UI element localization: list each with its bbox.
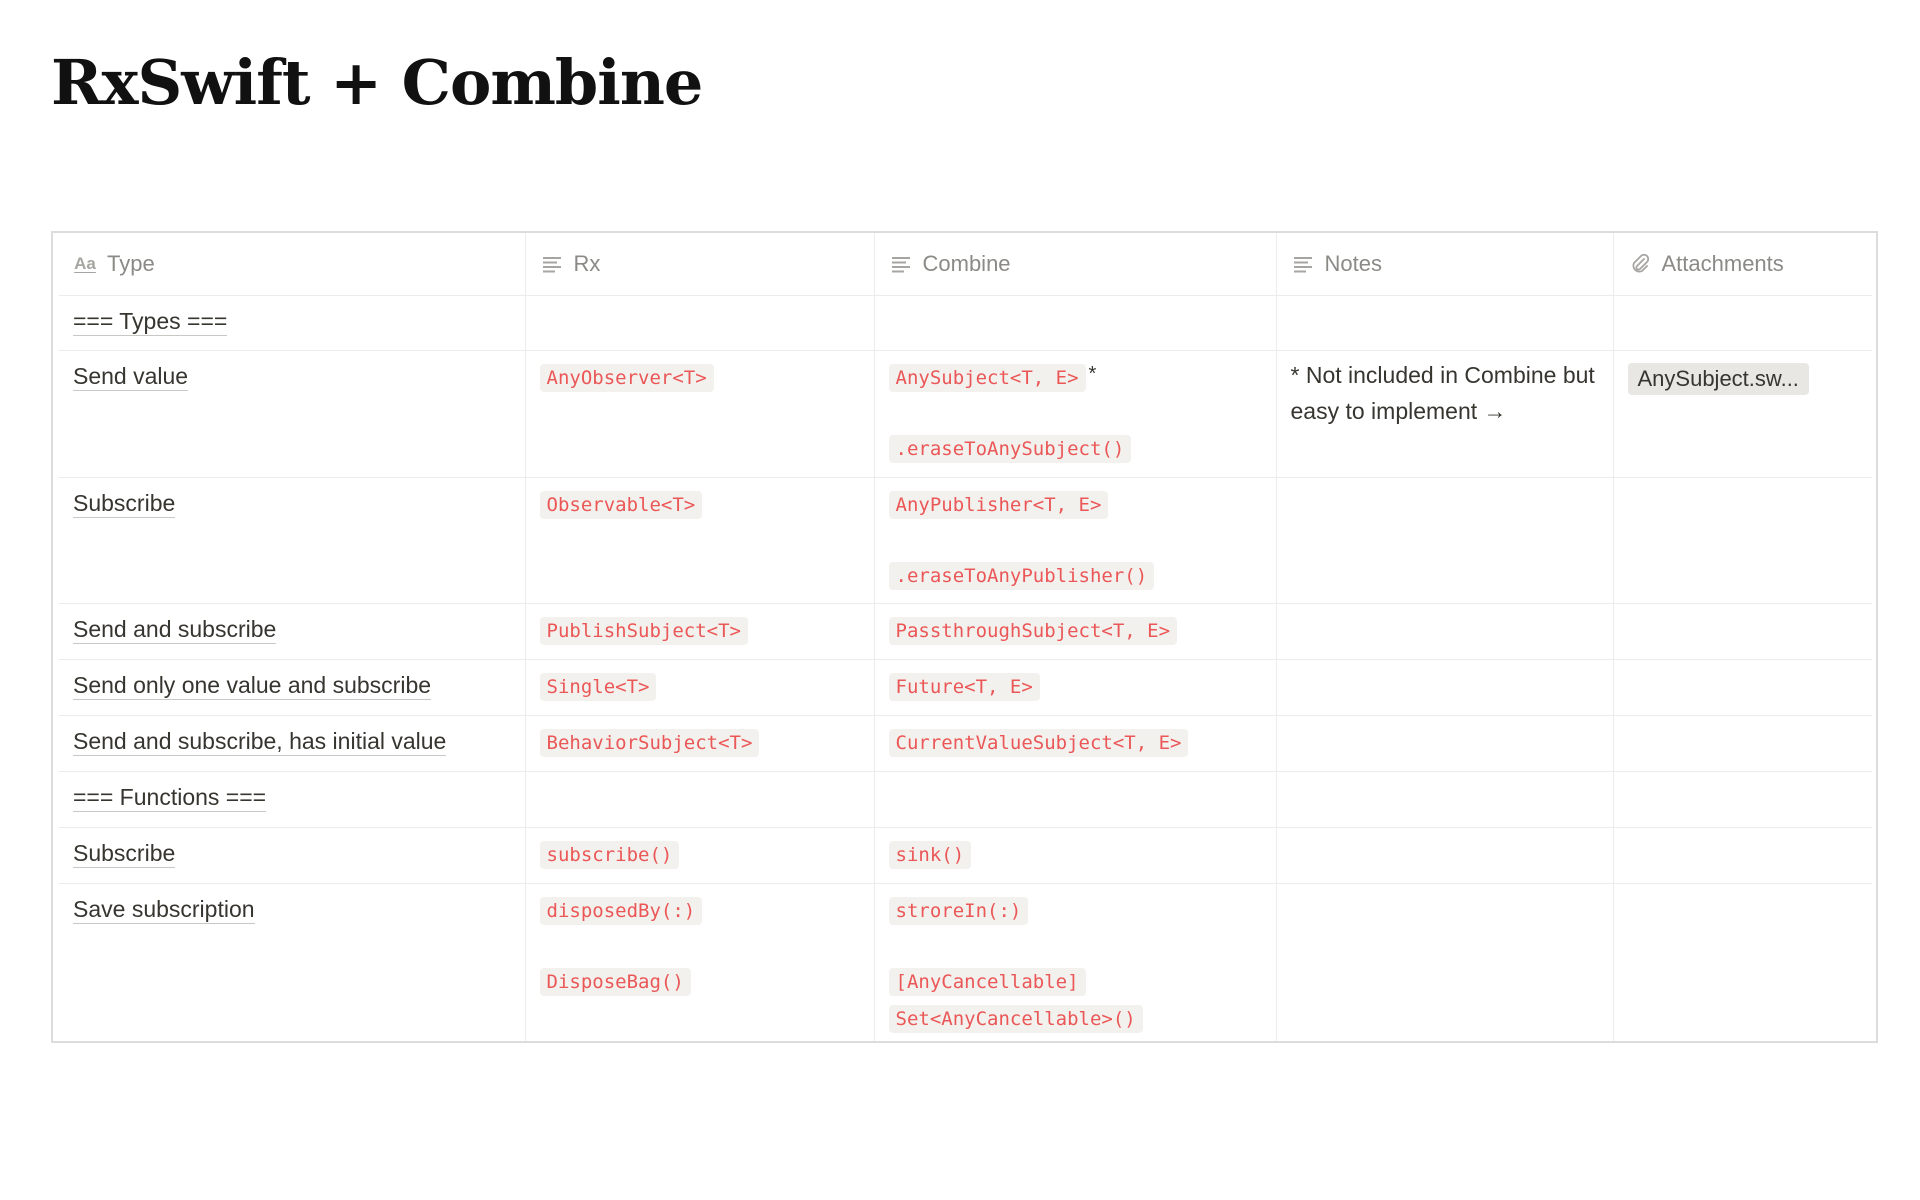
text-property-icon [540, 252, 564, 276]
code-snippet: Set<AnyCancellable>() [889, 1005, 1143, 1033]
code-snippet: sink() [889, 841, 972, 869]
cell-type[interactable] [59, 771, 525, 827]
row-title[interactable]: Send and subscribe [73, 615, 277, 642]
cell-rx[interactable] [525, 827, 874, 883]
code-snippet: Single<T> [540, 673, 657, 701]
cell-attachments[interactable] [1613, 659, 1872, 715]
code-snippet: BehaviorSubject<T> [540, 729, 760, 757]
code-snippet: AnySubject<T, E> [889, 364, 1086, 392]
row-title[interactable]: Subscribe [73, 489, 176, 516]
cell-rx[interactable] [525, 883, 874, 1043]
code-snippet: PublishSubject<T> [540, 617, 748, 645]
cell-attachments[interactable] [1613, 883, 1872, 1043]
cell-type[interactable] [59, 659, 525, 715]
code-snippet: .eraseToAnyPublisher() [889, 562, 1155, 590]
table-header-row [59, 233, 1872, 295]
text-property-icon [1291, 252, 1315, 276]
cell-rx[interactable] [525, 295, 874, 350]
column-header-label: Type [107, 250, 155, 276]
cell-combine[interactable] [874, 295, 1276, 350]
column-header-label: Attachments [1661, 250, 1784, 276]
cell-attachments[interactable] [1613, 771, 1872, 827]
code-snippet: CurrentValueSubject<T, E> [889, 729, 1189, 757]
column-header-label: Notes [1324, 250, 1382, 276]
table-row[interactable] [59, 295, 1872, 350]
code-snippet: [AnyCancellable] [889, 968, 1086, 996]
table-row[interactable] [59, 771, 1872, 827]
cell-type[interactable] [59, 883, 525, 1043]
column-header-attachments[interactable] [1613, 233, 1872, 295]
cell-attachments[interactable] [1613, 603, 1872, 659]
column-header-combine[interactable] [874, 233, 1276, 295]
cell-attachments[interactable] [1613, 295, 1872, 350]
column-header-rx[interactable] [525, 233, 874, 295]
table-row[interactable] [59, 659, 1872, 715]
code-snippet: subscribe() [540, 841, 680, 869]
cell-rx[interactable] [525, 715, 874, 771]
cell-attachments[interactable] [1613, 715, 1872, 771]
cell-type[interactable] [59, 350, 525, 477]
cell-type[interactable] [59, 827, 525, 883]
row-title[interactable]: Send value [73, 362, 189, 389]
cell-notes[interactable] [1276, 603, 1613, 659]
cell-attachments[interactable] [1613, 350, 1872, 477]
notes-text: * Not included in Combine but easy to implement → [1290, 361, 1595, 424]
row-title[interactable]: === Types === [73, 307, 228, 334]
code-snippet: stroreIn(:) [889, 897, 1029, 925]
database-table [51, 231, 1878, 1043]
cell-combine[interactable] [874, 771, 1276, 827]
cell-combine[interactable] [874, 603, 1276, 659]
table-row[interactable] [59, 883, 1872, 1043]
code-snippet: disposedBy(:) [540, 897, 703, 925]
table-row[interactable] [59, 715, 1872, 771]
code-snippet: Observable<T> [540, 491, 703, 519]
paperclip-icon [1628, 252, 1652, 276]
cell-notes[interactable] [1276, 715, 1613, 771]
footnote-marker: * [1088, 362, 1097, 385]
row-title[interactable]: Subscribe [73, 839, 176, 866]
page-title: RxSwift + Combine [51, 46, 703, 119]
code-snippet: AnyPublisher<T, E> [889, 491, 1109, 519]
cell-notes[interactable] [1276, 883, 1613, 1043]
cell-type[interactable] [59, 295, 525, 350]
code-snippet: AnyObserver<T> [540, 364, 714, 392]
code-snippet: .eraseToAnySubject() [889, 435, 1132, 463]
row-title[interactable]: === Functions === [73, 783, 267, 810]
row-title[interactable]: Send and subscribe, has initial value [73, 727, 447, 754]
cell-attachments[interactable] [1613, 477, 1872, 603]
column-header-label: Combine [922, 250, 1011, 276]
cell-rx[interactable] [525, 477, 874, 603]
cell-rx[interactable] [525, 603, 874, 659]
cell-notes[interactable] [1276, 477, 1613, 603]
table-row[interactable] [59, 477, 1872, 603]
cell-notes[interactable] [1276, 350, 1613, 477]
cell-combine[interactable] [874, 350, 1276, 477]
cell-notes[interactable] [1276, 295, 1613, 350]
cell-rx[interactable] [525, 350, 874, 477]
cell-notes[interactable] [1276, 771, 1613, 827]
text-property-icon [889, 252, 913, 276]
cell-combine[interactable] [874, 477, 1276, 603]
cell-combine[interactable] [874, 659, 1276, 715]
code-snippet: PassthroughSubject<T, E> [889, 617, 1178, 645]
cell-combine[interactable] [874, 827, 1276, 883]
table-row[interactable] [59, 603, 1872, 659]
cell-rx[interactable] [525, 771, 874, 827]
cell-combine[interactable] [874, 883, 1276, 1043]
cell-type[interactable] [59, 477, 525, 603]
row-title[interactable]: Save subscription [73, 895, 255, 922]
code-snippet: DisposeBag() [540, 968, 691, 996]
column-header-notes[interactable] [1276, 233, 1613, 295]
cell-type[interactable] [59, 603, 525, 659]
title-property-icon: Aa [74, 253, 96, 273]
table-row[interactable] [59, 827, 1872, 883]
cell-rx[interactable] [525, 659, 874, 715]
cell-notes[interactable] [1276, 659, 1613, 715]
column-header-label: Rx [573, 250, 601, 276]
row-title[interactable]: Send only one value and subscribe [73, 671, 432, 698]
attachment-file[interactable]: AnySubject.sw... [1628, 363, 1809, 395]
code-snippet: Future<T, E> [889, 673, 1040, 701]
table-row[interactable] [59, 350, 1872, 477]
cell-type[interactable] [59, 715, 525, 771]
column-header-type[interactable] [59, 233, 525, 295]
cell-combine[interactable] [874, 715, 1276, 771]
cell-attachments[interactable] [1613, 827, 1872, 883]
cell-notes[interactable] [1276, 827, 1613, 883]
